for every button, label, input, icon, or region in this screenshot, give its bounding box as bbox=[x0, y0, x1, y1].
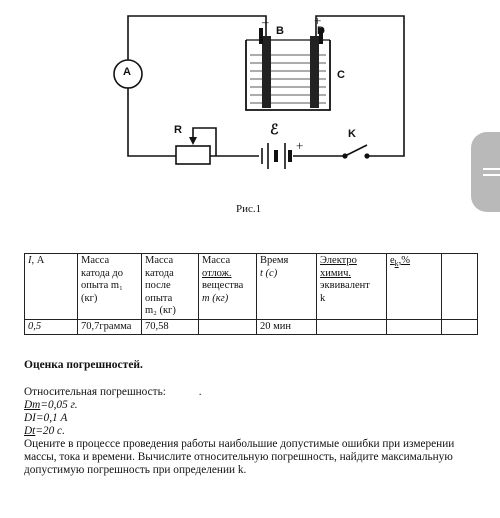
label-plus-battery: + bbox=[296, 138, 304, 153]
table-header-row bbox=[25, 254, 478, 320]
table-row bbox=[25, 319, 478, 335]
circuit-diagram bbox=[0, 0, 500, 225]
cell-mass-before: 70,7грамма bbox=[78, 319, 142, 335]
header-equivalent: Электро химич. эквивалент k bbox=[317, 254, 387, 320]
label-rheostat: R bbox=[174, 124, 182, 136]
rheostat-symbol bbox=[176, 146, 210, 164]
menu-icon-line bbox=[483, 174, 500, 176]
header-deposited-mass: Масса отлож. вещества m (кг) bbox=[199, 254, 257, 320]
measurements-table bbox=[24, 253, 478, 335]
cell-time: 20 мин bbox=[257, 319, 317, 335]
cell-mass-after: 70,58 bbox=[142, 319, 199, 335]
cell-relative-error bbox=[387, 319, 442, 335]
mass-error-line: Dm=0,05 г. bbox=[24, 399, 78, 411]
battery-symbol bbox=[262, 143, 290, 169]
cell-empty bbox=[442, 319, 478, 335]
relative-error-line: Относительная погрешность: . bbox=[24, 386, 202, 398]
header-mass-after: Масса катода после опыта m₂ (кг) bbox=[142, 254, 199, 320]
label-electrode-d: D bbox=[317, 25, 325, 37]
error-section-text bbox=[24, 386, 484, 477]
label-plus-top: + bbox=[314, 13, 322, 28]
label-electrode-b: B bbox=[276, 25, 284, 37]
label-emf: ℰ bbox=[270, 123, 279, 138]
time-error-line: Dt=20 с. bbox=[24, 425, 65, 437]
figure-caption: Рис.1 bbox=[236, 203, 262, 215]
side-panel-handle[interactable] bbox=[471, 132, 500, 212]
instruction-paragraph: Оцените в процессе проведения работы наибольшие допустимые ошибки при измерении массы, тока и времени. Вычислите относительную погрешность, найдите максимальную допустимую погрешность при определении k. bbox=[24, 438, 455, 476]
label-ammeter: A bbox=[123, 66, 131, 78]
label-key: K bbox=[348, 128, 356, 140]
cell-deposited-mass bbox=[199, 319, 257, 335]
label-cell: C bbox=[337, 69, 345, 81]
header-relative-error: $e_k,\%$ bbox=[387, 254, 442, 320]
label-minus: – bbox=[262, 14, 269, 29]
current-error-line: DI=0,1 А bbox=[24, 412, 68, 424]
cell-current: 0,5 bbox=[25, 319, 78, 335]
header-current: I, А bbox=[25, 254, 78, 320]
key-switch-symbol bbox=[343, 145, 369, 158]
menu-icon bbox=[483, 168, 500, 170]
header-mass-before: Масса катода до опыта m₁ (кг) bbox=[78, 254, 142, 320]
section-heading: Оценка погрешностей. bbox=[24, 359, 143, 371]
electrolysis-cell bbox=[246, 28, 330, 110]
header-time: Время t (с) bbox=[257, 254, 317, 320]
cell-equivalent bbox=[317, 319, 387, 335]
header-empty bbox=[442, 254, 478, 320]
